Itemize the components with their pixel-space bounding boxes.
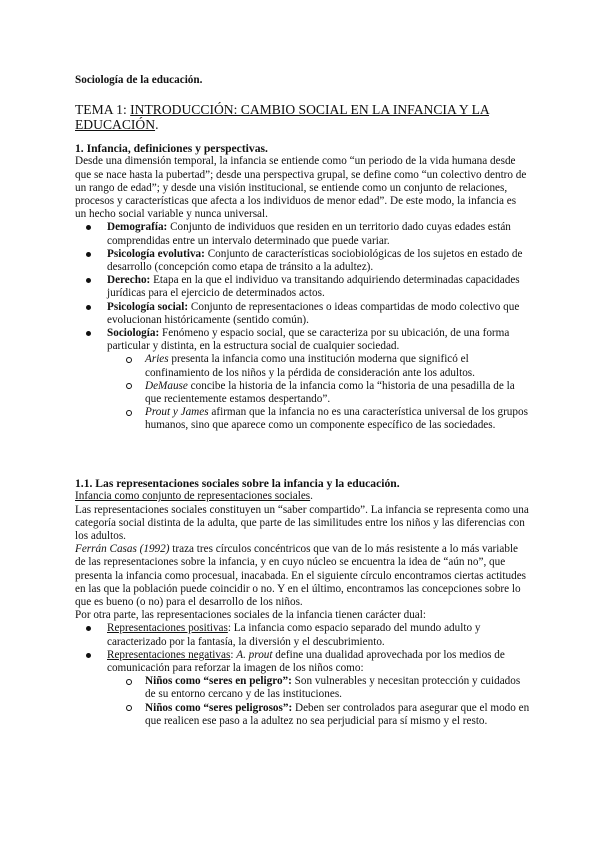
author-name: DeMause — [145, 379, 188, 392]
author-text: afirman que la infancia no es una característica universal de los grupos humanos, sino que aparece como un componente específico de las sociedades. — [145, 406, 528, 432]
section-1-1-para-1: Las representaciones sociales constituyen un “saber compartido”. La infancia se representa como una categoría social distinta de la adulta, que parte de las similitudes entre los niños y las diferencias con los adultos. — [75, 503, 529, 543]
tema-title — [75, 102, 530, 132]
definition-term: Psicología evolutiva: — [107, 247, 205, 260]
circle-bullet-icon — [126, 357, 132, 363]
representation-separator: : — [230, 648, 237, 661]
child-image-item — [107, 702, 530, 728]
definition-item — [75, 274, 530, 300]
author-item — [107, 380, 530, 406]
section-1-1-subheading — [75, 490, 530, 503]
representation-term: Representaciones positivas — [107, 622, 228, 635]
child-image-text: Son vulnerables y necesitan protección y cuidados de su entorno cercano y de las instituciones. — [145, 675, 521, 701]
section-1-1 — [75, 477, 530, 728]
section-1-intro: Desde una dimensión temporal, la infancia se entiende como “un periodo de la vida humana desde que se nace hasta la pubertad”; desde una perspectiva grupal, se define como “un colectivo dentro de un rango de edad”; y desde una visión institucional, se entiende como un conjunto de relaciones, procesos y características que afecta a los individuos de menor edad”. De este modo, la infancia es un hecho social variable y nunca universal. — [75, 155, 527, 221]
child-image-term: Niños como “seres en peligro”: — [145, 675, 292, 688]
bullet-icon — [86, 626, 91, 631]
section-1-1-heading: 1.1. Las representaciones sociales sobre la infancia y la educación. — [75, 477, 400, 490]
tema-title-part1: INTRODUCCIÓN: CAMBIO SOCIAL EN LA INFANCIA Y LA — [130, 102, 489, 117]
child-image-text: Deben ser controlados para asegurar que el modo en que realicen ese paso a la adultez no sea perjudicial para sí mismo y el resto. — [145, 701, 530, 727]
representations-list — [75, 622, 530, 728]
definition-term: Derecho: — [107, 274, 151, 287]
circle-bullet-icon — [126, 679, 132, 685]
definition-text: Fenómeno y espacio social, que se caracteriza por su ubicación, de una forma particular y distinta, en la estructura social de cualquier sociedad. — [107, 327, 510, 353]
para-2-text: traza tres círculos concéntricos que van de lo más resistente a lo más variable de las representaciones sobre la infancia, y en cuyo núcleo se encuentra la idea de “aún no”, que presenta la infancia como procesual, inacabada. En el siguiente círculo encontramos ciertas actitudes en las que la población puede coincidir o no. Y en el último, encontramos las concepciones sobre lo que es bueno (o no) para el desarrollo de los niños. — [75, 543, 527, 609]
tema-trailing: . — [155, 117, 159, 132]
definition-text: Conjunto de representaciones o ideas compartidas de modo colectivo que evolucionan históricamente (sentido común). — [107, 300, 520, 326]
author-name: Aries — [145, 353, 169, 366]
section-1-1-para-2 — [75, 543, 530, 609]
bullet-icon — [86, 331, 91, 336]
bullet-icon — [86, 653, 91, 658]
author-item — [107, 406, 530, 432]
definition-term: Sociología: — [107, 327, 160, 340]
author-item — [107, 353, 530, 379]
representation-item — [75, 649, 530, 728]
definition-text: Conjunto de individuos que residen en un territorio dado cuyas edades están comprendidas entre un intervalo determinado que puede variar. — [107, 221, 511, 247]
definition-text: Conjunto de características sociobiológicas de los sujetos en estado de desarrollo (concepción como etapa de tránsito a la adultez). — [107, 247, 523, 274]
representation-term: Representaciones negativas — [107, 648, 231, 661]
subheading-text: Infancia como conjunto de representaciones sociales — [75, 490, 311, 503]
bullet-icon — [86, 278, 91, 283]
course-title: Sociología de la educación. — [75, 74, 203, 86]
representation-text: define una dualidad aprovechada por los medios de comunicación para reforzar la imagen de los niños como: — [107, 648, 505, 675]
definition-item — [75, 221, 530, 247]
authors-list — [107, 353, 530, 432]
definition-item — [75, 301, 530, 327]
author-name: Prout y James — [145, 406, 209, 419]
definition-item — [75, 327, 530, 433]
section-1-1-para-3: Por otra parte, las representaciones sociales de la infancia tienen carácter dual: — [75, 609, 426, 622]
bullet-icon — [86, 225, 91, 230]
representation-text: : La infancia como espacio separado del mundo adulto y caracterizado por la fantasía, la diversión y el descubrimiento. — [107, 622, 481, 648]
section-1-heading: 1. Infancia, definiciones y perspectivas. — [75, 142, 268, 155]
tema-prefix: TEMA 1: — [75, 102, 131, 117]
definition-term: Demografía: — [107, 221, 168, 234]
definition-term: Psicología social: — [107, 300, 189, 313]
definition-text: Etapa en la que el individuo va transitando adquiriendo determinadas capacidades jurídicas para el ejercicio de determinados actos. — [107, 274, 520, 300]
circle-bullet-icon — [126, 705, 132, 711]
definitions-list — [75, 221, 530, 432]
representation-item — [75, 622, 530, 648]
tema-title-part2: EDUCACIÓN — [75, 117, 156, 132]
representation-author: A. prout — [236, 648, 273, 661]
para-2-author: Ferrán Casas (1992) — [75, 543, 170, 556]
circle-bullet-icon — [126, 383, 132, 389]
author-text: presenta la infancia como una institución moderna que significó el confinamiento de los niños y la pérdida de consideración ante los adultos. — [145, 353, 475, 379]
child-images-list — [107, 675, 530, 728]
bullet-icon — [86, 252, 91, 257]
section-1 — [75, 142, 530, 433]
circle-bullet-icon — [126, 410, 132, 416]
definition-item — [75, 248, 530, 274]
child-image-item — [107, 675, 530, 701]
author-text: concibe la historia de la infancia como la “historia de una pesadilla de la que recientemente estamos despertando”. — [145, 379, 515, 406]
subheading-end: . — [310, 490, 313, 503]
child-image-term: Niños como “seres peligrosos”: — [145, 701, 293, 714]
bullet-icon — [86, 305, 91, 310]
